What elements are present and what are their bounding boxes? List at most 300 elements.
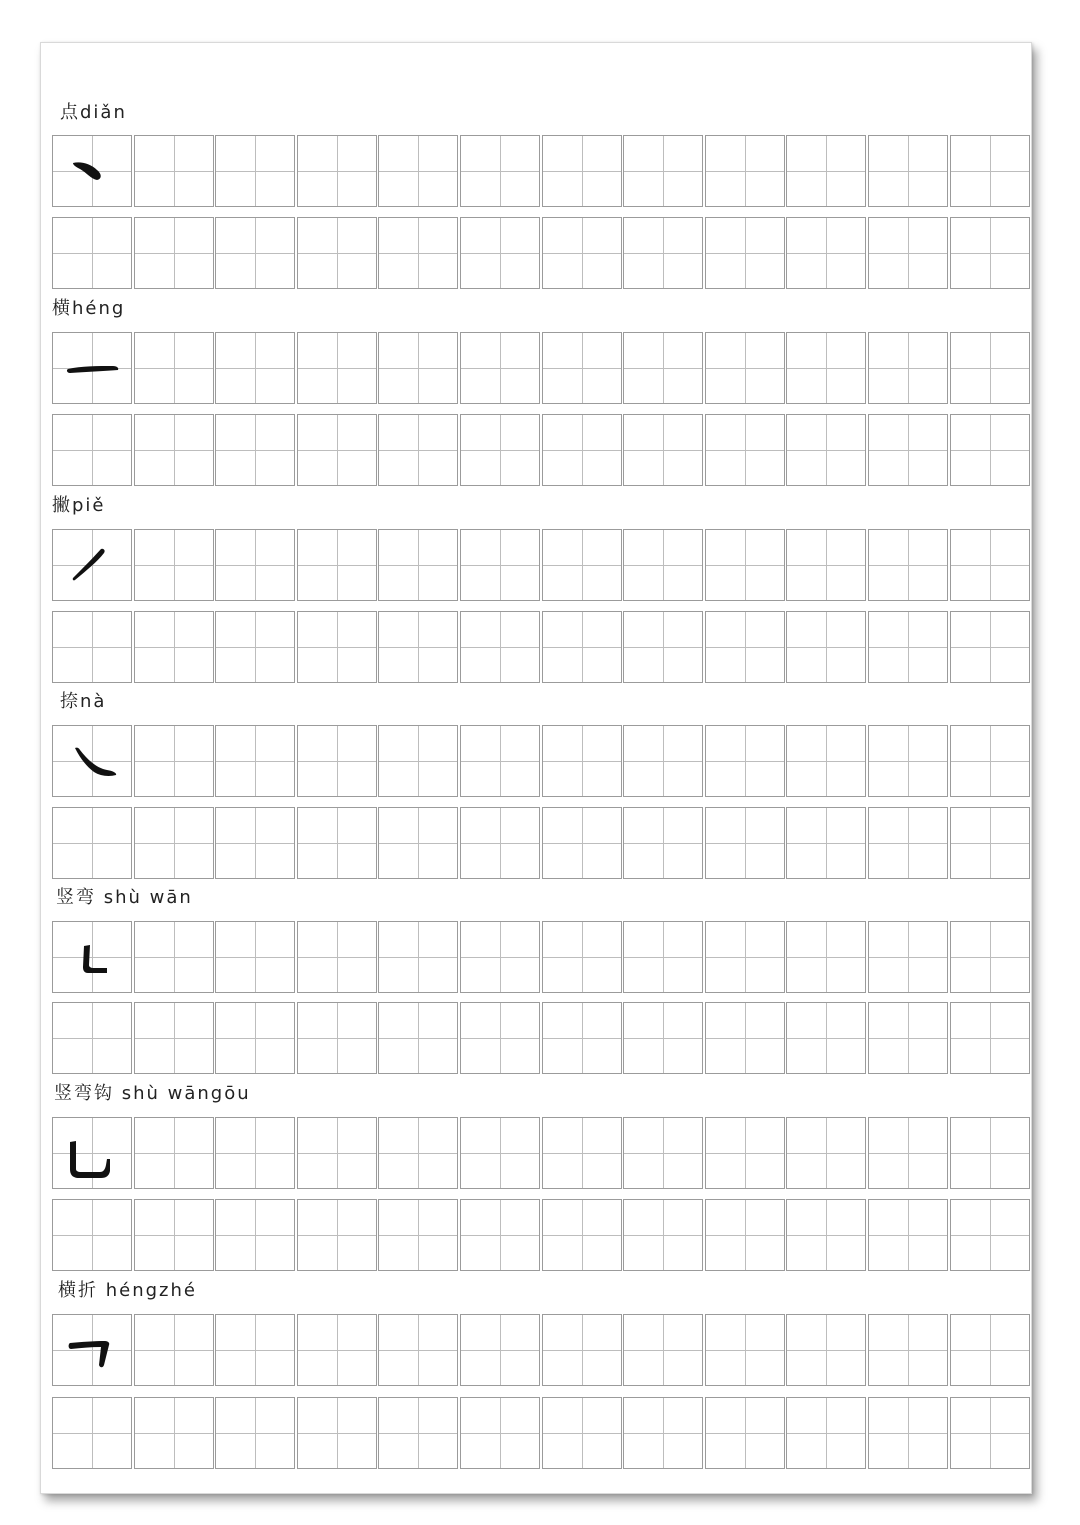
- practice-cell[interactable]: [950, 529, 1030, 601]
- practice-cell[interactable]: [378, 725, 458, 797]
- practice-sheet: [40, 42, 1032, 1494]
- practice-cell[interactable]: [542, 1117, 622, 1189]
- practice-cell[interactable]: [378, 414, 458, 486]
- cell-guide-horizontal: [951, 1038, 1029, 1039]
- cell-guide-horizontal: [869, 1153, 947, 1154]
- practice-cell[interactable]: [705, 529, 785, 601]
- cell-guide-horizontal: [53, 843, 131, 844]
- practice-cell[interactable]: [215, 725, 295, 797]
- practice-cell[interactable]: [378, 921, 458, 993]
- practice-cell[interactable]: [868, 217, 948, 289]
- practice-cell[interactable]: [378, 611, 458, 683]
- practice-cell[interactable]: [542, 725, 622, 797]
- cell-guide-horizontal: [951, 1235, 1029, 1236]
- practice-cell[interactable]: [623, 807, 703, 879]
- cell-guide-horizontal: [624, 957, 702, 958]
- practice-cell[interactable]: [868, 807, 948, 879]
- cell-guide-horizontal: [624, 450, 702, 451]
- practice-cell[interactable]: [215, 1199, 295, 1271]
- practice-cell[interactable]: [623, 1314, 703, 1386]
- cell-guide-horizontal: [379, 1153, 457, 1154]
- practice-cell[interactable]: [215, 807, 295, 879]
- cell-guide-horizontal: [135, 1153, 213, 1154]
- practice-cell[interactable]: [134, 1199, 214, 1271]
- cell-guide-horizontal: [379, 647, 457, 648]
- cell-guide-horizontal: [869, 843, 947, 844]
- practice-cell[interactable]: [460, 332, 540, 404]
- practice-cell[interactable]: [786, 1002, 866, 1074]
- cell-guide-horizontal: [951, 253, 1029, 254]
- practice-cell[interactable]: [215, 414, 295, 486]
- practice-cell[interactable]: [950, 1117, 1030, 1189]
- practice-cell[interactable]: [460, 135, 540, 207]
- cell-guide-horizontal: [298, 843, 376, 844]
- cell-guide-horizontal: [543, 1350, 621, 1351]
- practice-cell[interactable]: [215, 332, 295, 404]
- practice-cell[interactable]: [542, 217, 622, 289]
- practice-cell[interactable]: [623, 1002, 703, 1074]
- cell-guide-horizontal: [53, 1038, 131, 1039]
- cell-guide-horizontal: [951, 171, 1029, 172]
- practice-cell[interactable]: [786, 529, 866, 601]
- practice-cell[interactable]: [868, 1199, 948, 1271]
- practice-cell[interactable]: [52, 414, 132, 486]
- practice-cell[interactable]: [460, 1314, 540, 1386]
- cell-guide-horizontal: [624, 253, 702, 254]
- cell-guide-horizontal: [624, 647, 702, 648]
- practice-cell[interactable]: [623, 529, 703, 601]
- practice-cell[interactable]: [297, 807, 377, 879]
- cell-guide-horizontal: [135, 1038, 213, 1039]
- cell-guide-horizontal: [298, 171, 376, 172]
- practice-cell[interactable]: [460, 921, 540, 993]
- practice-cell[interactable]: [297, 611, 377, 683]
- cell-guide-horizontal: [787, 843, 865, 844]
- practice-cell[interactable]: [215, 1397, 295, 1469]
- practice-cell[interactable]: [378, 217, 458, 289]
- cell-guide-horizontal: [135, 1350, 213, 1351]
- vertical-bend-stroke-icon: [53, 922, 133, 993]
- practice-cell[interactable]: [950, 725, 1030, 797]
- horizontal-stroke-icon: [53, 333, 133, 404]
- practice-cell[interactable]: [950, 611, 1030, 683]
- practice-cell[interactable]: [950, 414, 1030, 486]
- practice-cell[interactable]: [542, 414, 622, 486]
- practice-cell[interactable]: [950, 1199, 1030, 1271]
- cell-guide-horizontal: [379, 1235, 457, 1236]
- cell-guide-horizontal: [869, 171, 947, 172]
- practice-cell[interactable]: [297, 1117, 377, 1189]
- cell-guide-horizontal: [869, 253, 947, 254]
- cell-guide-horizontal: [216, 761, 294, 762]
- cell-guide-horizontal: [379, 565, 457, 566]
- practice-cell[interactable]: [460, 1199, 540, 1271]
- cell-guide-horizontal: [298, 647, 376, 648]
- practice-cell[interactable]: [134, 135, 214, 207]
- practice-cell[interactable]: [623, 1117, 703, 1189]
- practice-cell[interactable]: [460, 217, 540, 289]
- practice-cell[interactable]: [705, 332, 785, 404]
- practice-cell[interactable]: [868, 332, 948, 404]
- cell-guide-horizontal: [53, 1235, 131, 1236]
- practice-cell[interactable]: [297, 1397, 377, 1469]
- cell-guide-horizontal: [216, 450, 294, 451]
- cell-guide-horizontal: [951, 1153, 1029, 1154]
- practice-cell[interactable]: [134, 725, 214, 797]
- practice-cell[interactable]: [623, 217, 703, 289]
- cell-guide-horizontal: [379, 253, 457, 254]
- practice-cell[interactable]: [786, 1397, 866, 1469]
- practice-cell[interactable]: [134, 1002, 214, 1074]
- practice-cell[interactable]: [868, 1397, 948, 1469]
- cell-guide-horizontal: [787, 368, 865, 369]
- cell-guide-horizontal: [706, 1433, 784, 1434]
- grid-row-example-na: [52, 725, 1030, 797]
- cell-guide-horizontal: [135, 1235, 213, 1236]
- practice-cell[interactable]: [786, 1117, 866, 1189]
- practice-cell[interactable]: [705, 1002, 785, 1074]
- cell-guide-horizontal: [379, 1350, 457, 1351]
- dot-stroke-icon: [53, 136, 133, 207]
- practice-cell[interactable]: [950, 1397, 1030, 1469]
- cell-guide-horizontal: [624, 1038, 702, 1039]
- practice-cell[interactable]: [868, 725, 948, 797]
- practice-cell[interactable]: [623, 1397, 703, 1469]
- cell-guide-horizontal: [869, 450, 947, 451]
- cell-guide-horizontal: [135, 171, 213, 172]
- practice-cell[interactable]: [215, 921, 295, 993]
- practice-cell[interactable]: [950, 1314, 1030, 1386]
- cell-guide-horizontal: [543, 1153, 621, 1154]
- practice-cell[interactable]: [297, 1314, 377, 1386]
- practice-cell[interactable]: [460, 611, 540, 683]
- practice-cell[interactable]: [460, 725, 540, 797]
- practice-cell[interactable]: [705, 1117, 785, 1189]
- practice-cell[interactable]: [52, 217, 132, 289]
- practice-cell[interactable]: [950, 1002, 1030, 1074]
- practice-cell[interactable]: [950, 217, 1030, 289]
- cell-guide-horizontal: [624, 1235, 702, 1236]
- practice-cell[interactable]: [950, 135, 1030, 207]
- practice-cell[interactable]: [297, 414, 377, 486]
- cell-guide-horizontal: [787, 1235, 865, 1236]
- practice-cell[interactable]: [134, 921, 214, 993]
- example-cell: [52, 1117, 132, 1189]
- cell-guide-horizontal: [951, 450, 1029, 451]
- practice-cell[interactable]: [460, 1397, 540, 1469]
- stroke-label-na: 捺nà: [60, 691, 107, 712]
- cell-guide-horizontal: [787, 1350, 865, 1351]
- practice-cell[interactable]: [134, 414, 214, 486]
- practice-cell[interactable]: [705, 217, 785, 289]
- practice-cell[interactable]: [297, 1199, 377, 1271]
- example-cell: [52, 529, 132, 601]
- practice-cell[interactable]: [623, 611, 703, 683]
- practice-cell[interactable]: [215, 529, 295, 601]
- cell-guide-horizontal: [379, 368, 457, 369]
- practice-cell[interactable]: [52, 807, 132, 879]
- practice-cell[interactable]: [950, 332, 1030, 404]
- example-cell: [52, 921, 132, 993]
- cell-guide-horizontal: [135, 368, 213, 369]
- practice-cell[interactable]: [460, 414, 540, 486]
- cell-guide-horizontal: [461, 843, 539, 844]
- practice-cell[interactable]: [786, 135, 866, 207]
- cell-guide-horizontal: [216, 368, 294, 369]
- practice-cell[interactable]: [705, 921, 785, 993]
- cell-guide-horizontal: [216, 1350, 294, 1351]
- cell-guide-horizontal: [379, 1433, 457, 1434]
- cell-guide-horizontal: [135, 957, 213, 958]
- practice-cell[interactable]: [868, 1314, 948, 1386]
- practice-cell[interactable]: [297, 921, 377, 993]
- practice-cell[interactable]: [134, 611, 214, 683]
- practice-cell[interactable]: [215, 1002, 295, 1074]
- grid-row-example-shuwan: [52, 921, 1030, 993]
- cell-guide-horizontal: [624, 565, 702, 566]
- cell-guide-horizontal: [298, 565, 376, 566]
- practice-cell[interactable]: [378, 807, 458, 879]
- practice-cell[interactable]: [786, 332, 866, 404]
- cell-guide-horizontal: [706, 1038, 784, 1039]
- cell-guide-horizontal: [787, 253, 865, 254]
- practice-cell[interactable]: [542, 611, 622, 683]
- cell-guide-horizontal: [543, 565, 621, 566]
- practice-cell[interactable]: [378, 1199, 458, 1271]
- practice-cell[interactable]: [623, 332, 703, 404]
- example-cell: [52, 135, 132, 207]
- grid-row-practice-pie: [52, 611, 1030, 683]
- cell-guide-horizontal: [461, 1235, 539, 1236]
- cell-guide-horizontal: [461, 761, 539, 762]
- practice-cell[interactable]: [297, 725, 377, 797]
- practice-cell[interactable]: [705, 611, 785, 683]
- practice-cell[interactable]: [542, 1314, 622, 1386]
- cell-guide-horizontal: [787, 565, 865, 566]
- cell-guide-horizontal: [298, 450, 376, 451]
- practice-cell[interactable]: [868, 135, 948, 207]
- cell-guide-horizontal: [135, 450, 213, 451]
- practice-cell[interactable]: [868, 611, 948, 683]
- practice-cell[interactable]: [786, 1314, 866, 1386]
- practice-cell[interactable]: [215, 1314, 295, 1386]
- cell-guide-horizontal: [53, 647, 131, 648]
- cell-guide-horizontal: [951, 1433, 1029, 1434]
- practice-cell[interactable]: [542, 807, 622, 879]
- practice-cell[interactable]: [215, 1117, 295, 1189]
- practice-cell[interactable]: [786, 1199, 866, 1271]
- cell-guide-horizontal: [624, 1153, 702, 1154]
- practice-cell[interactable]: [297, 217, 377, 289]
- practice-cell[interactable]: [215, 611, 295, 683]
- cell-guide-horizontal: [706, 450, 784, 451]
- cell-guide-horizontal: [543, 368, 621, 369]
- cell-guide-horizontal: [543, 1038, 621, 1039]
- cell-guide-horizontal: [706, 761, 784, 762]
- practice-cell[interactable]: [786, 414, 866, 486]
- practice-cell[interactable]: [542, 1199, 622, 1271]
- cell-guide-horizontal: [298, 1153, 376, 1154]
- cell-guide-horizontal: [379, 1038, 457, 1039]
- grid-row-practice-dian: [52, 217, 1030, 289]
- grid-row-practice-na: [52, 807, 1030, 879]
- cell-guide-horizontal: [135, 647, 213, 648]
- practice-cell[interactable]: [134, 529, 214, 601]
- cell-guide-horizontal: [951, 565, 1029, 566]
- cell-guide-horizontal: [706, 368, 784, 369]
- cell-guide-horizontal: [135, 565, 213, 566]
- cell-guide-horizontal: [706, 957, 784, 958]
- cell-guide-horizontal: [461, 450, 539, 451]
- cell-guide-horizontal: [624, 171, 702, 172]
- practice-cell[interactable]: [134, 1397, 214, 1469]
- grid-row-practice-shuwangou: [52, 1199, 1030, 1271]
- practice-cell[interactable]: [868, 1117, 948, 1189]
- cell-guide-horizontal: [624, 843, 702, 844]
- practice-cell[interactable]: [950, 921, 1030, 993]
- practice-cell[interactable]: [52, 611, 132, 683]
- cell-guide-horizontal: [216, 1235, 294, 1236]
- practice-cell[interactable]: [52, 1199, 132, 1271]
- cell-guide-horizontal: [951, 761, 1029, 762]
- practice-cell[interactable]: [542, 135, 622, 207]
- practice-cell[interactable]: [297, 529, 377, 601]
- cell-guide-horizontal: [543, 450, 621, 451]
- practice-cell[interactable]: [134, 217, 214, 289]
- cell-guide-horizontal: [624, 761, 702, 762]
- practice-cell[interactable]: [378, 135, 458, 207]
- cell-guide-horizontal: [869, 1350, 947, 1351]
- cell-guide-horizontal: [53, 1433, 131, 1434]
- practice-cell[interactable]: [542, 921, 622, 993]
- cell-guide-horizontal: [379, 171, 457, 172]
- practice-cell[interactable]: [52, 1397, 132, 1469]
- horizontal-turn-stroke-icon: [53, 1315, 133, 1386]
- cell-guide-horizontal: [706, 253, 784, 254]
- practice-cell[interactable]: [623, 135, 703, 207]
- cell-guide-horizontal: [461, 1038, 539, 1039]
- practice-cell[interactable]: [460, 1117, 540, 1189]
- practice-cell[interactable]: [215, 135, 295, 207]
- practice-cell[interactable]: [378, 1002, 458, 1074]
- cell-guide-horizontal: [135, 761, 213, 762]
- practice-cell[interactable]: [786, 611, 866, 683]
- practice-cell[interactable]: [542, 332, 622, 404]
- practice-cell[interactable]: [378, 332, 458, 404]
- practice-cell[interactable]: [705, 725, 785, 797]
- practice-cell[interactable]: [705, 807, 785, 879]
- cell-guide-horizontal: [461, 1350, 539, 1351]
- cell-guide-horizontal: [461, 1433, 539, 1434]
- cell-guide-horizontal: [543, 647, 621, 648]
- practice-cell[interactable]: [542, 1002, 622, 1074]
- cell-guide-horizontal: [869, 1235, 947, 1236]
- cell-guide-horizontal: [379, 450, 457, 451]
- practice-cell[interactable]: [705, 414, 785, 486]
- cell-guide-horizontal: [787, 1038, 865, 1039]
- practice-cell[interactable]: [623, 1199, 703, 1271]
- practice-cell[interactable]: [868, 529, 948, 601]
- practice-cell[interactable]: [868, 921, 948, 993]
- cell-guide-horizontal: [787, 761, 865, 762]
- practice-cell[interactable]: [297, 135, 377, 207]
- practice-cell[interactable]: [950, 807, 1030, 879]
- cell-guide-horizontal: [869, 1433, 947, 1434]
- grid-row-practice-hengzhe: [52, 1397, 1030, 1469]
- practice-cell[interactable]: [134, 807, 214, 879]
- practice-cell[interactable]: [134, 332, 214, 404]
- cell-guide-horizontal: [951, 368, 1029, 369]
- practice-cell[interactable]: [705, 135, 785, 207]
- practice-cell[interactable]: [542, 529, 622, 601]
- cell-guide-horizontal: [461, 565, 539, 566]
- practice-cell[interactable]: [786, 217, 866, 289]
- practice-cell[interactable]: [868, 414, 948, 486]
- practice-cell[interactable]: [460, 807, 540, 879]
- practice-cell[interactable]: [705, 1314, 785, 1386]
- grid-row-example-pie: [52, 529, 1030, 601]
- practice-cell[interactable]: [378, 529, 458, 601]
- practice-cell[interactable]: [297, 332, 377, 404]
- cell-guide-horizontal: [869, 761, 947, 762]
- practice-cell[interactable]: [460, 1002, 540, 1074]
- practice-cell[interactable]: [378, 1117, 458, 1189]
- cell-guide-horizontal: [787, 957, 865, 958]
- practice-cell[interactable]: [786, 807, 866, 879]
- cell-guide-horizontal: [624, 1433, 702, 1434]
- practice-cell[interactable]: [378, 1397, 458, 1469]
- practice-cell[interactable]: [623, 414, 703, 486]
- practice-cell[interactable]: [623, 921, 703, 993]
- cell-guide-horizontal: [216, 647, 294, 648]
- right-falling-stroke-icon: [53, 726, 133, 797]
- grid-row-example-dian: [52, 135, 1030, 207]
- practice-cell[interactable]: [297, 1002, 377, 1074]
- practice-cell[interactable]: [542, 1397, 622, 1469]
- cell-guide-horizontal: [379, 843, 457, 844]
- cell-guide-horizontal: [543, 957, 621, 958]
- cell-guide-horizontal: [624, 368, 702, 369]
- cell-guide-horizontal: [461, 253, 539, 254]
- stroke-label-shuwan: 竖弯 shù wān: [56, 887, 193, 908]
- cell-guide-horizontal: [216, 565, 294, 566]
- cell-guide-horizontal: [706, 843, 784, 844]
- practice-cell[interactable]: [705, 1199, 785, 1271]
- practice-cell[interactable]: [868, 1002, 948, 1074]
- practice-cell[interactable]: [215, 217, 295, 289]
- vertical-bend-hook-stroke-icon: [53, 1118, 133, 1189]
- practice-cell[interactable]: [623, 725, 703, 797]
- cell-guide-horizontal: [216, 1153, 294, 1154]
- cell-guide-horizontal: [298, 1433, 376, 1434]
- practice-cell[interactable]: [786, 725, 866, 797]
- cell-guide-horizontal: [216, 843, 294, 844]
- practice-cell[interactable]: [134, 1314, 214, 1386]
- practice-cell[interactable]: [52, 1002, 132, 1074]
- practice-cell[interactable]: [705, 1397, 785, 1469]
- practice-cell[interactable]: [134, 1117, 214, 1189]
- practice-cell[interactable]: [786, 921, 866, 993]
- cell-guide-horizontal: [216, 171, 294, 172]
- cell-guide-horizontal: [298, 368, 376, 369]
- practice-cell[interactable]: [378, 1314, 458, 1386]
- practice-cell[interactable]: [460, 529, 540, 601]
- cell-guide-horizontal: [869, 565, 947, 566]
- cell-guide-horizontal: [787, 450, 865, 451]
- cell-guide-horizontal: [706, 565, 784, 566]
- cell-guide-horizontal: [706, 1153, 784, 1154]
- cell-guide-horizontal: [298, 253, 376, 254]
